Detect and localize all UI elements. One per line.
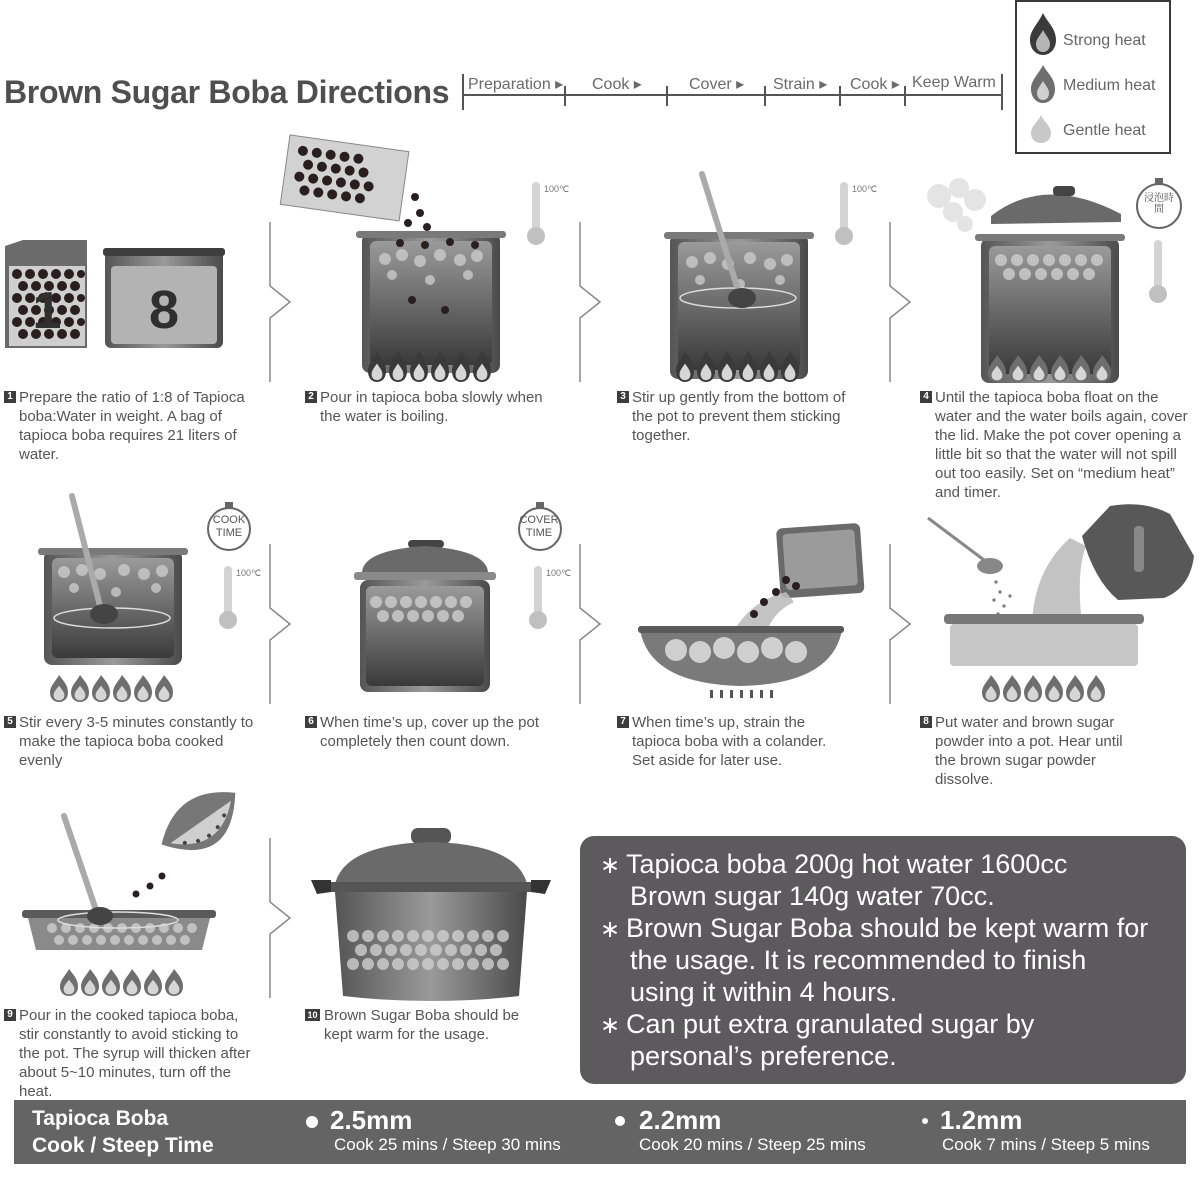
medium-heat-flames [988, 354, 1118, 384]
timeline-tick [839, 86, 841, 106]
bullet-dot-icon [922, 1118, 928, 1124]
legend-label-strong: Strong heat [1063, 32, 1146, 49]
strong-flame-icon [431, 351, 449, 382]
timeline-stage-keep-warm: Keep Warm [912, 74, 996, 91]
step-separator [888, 222, 916, 382]
step-separator [268, 544, 296, 704]
note-line: personal’s preference. [630, 1041, 897, 1071]
boba-size-item [615, 1106, 866, 1156]
medium-heat-flames [60, 968, 190, 998]
timeline-stage-strain: Strain ▸ [773, 76, 828, 93]
brown-sugar-syrup-illustration [926, 496, 1198, 672]
thermometer-label: 100℃ [544, 184, 570, 194]
steep-timer-label: 浸泡時間 [1144, 193, 1174, 215]
step-number: 7 [617, 716, 629, 728]
boba-size-item [922, 1106, 1150, 1156]
boba-cook-steep-time: Cook 20 mins / Steep 25 mins [639, 1135, 866, 1154]
step-1 [4, 388, 254, 464]
note-line: Can put extra granulated sugar by [626, 1009, 1035, 1039]
strong-flame-icon [410, 351, 428, 382]
cook-steep-label [32, 1105, 214, 1159]
step-separator [268, 222, 296, 382]
medium-flame-icon [1045, 675, 1063, 702]
bullet-dot-icon [615, 1116, 625, 1126]
step-separator [888, 544, 916, 704]
step-3 [617, 388, 857, 445]
notes-panel [580, 836, 1186, 1084]
note-line: using it within 4 hours. [630, 977, 898, 1007]
strong-flame-icon [368, 351, 386, 382]
boba-size-item [306, 1106, 561, 1156]
boba-cook-steep-time: Cook 7 mins / Steep 5 mins [942, 1135, 1150, 1154]
cook-timer-label: COOK TIME [212, 514, 246, 539]
step-description: Stir up gently from the bottom of the pot to prevent them sticking together. [632, 389, 846, 444]
thermometer-label: 100℃ [852, 184, 878, 194]
step-number: 5 [4, 716, 16, 728]
timeline-stage-cook: Cook ▸ [592, 76, 642, 93]
ratio-right-number: 8 [148, 280, 180, 340]
legend-label-gentle: Gentle heat [1063, 122, 1146, 139]
medium-heat-flames [982, 674, 1112, 704]
cover-timer-label: COVER TIME [519, 514, 559, 539]
step-description: Stir every 3-5 minutes constantly to make the tapioca boba cooked evenly [19, 714, 254, 769]
medium-flame-icon [1066, 675, 1084, 702]
medium-flame-icon [144, 969, 162, 996]
step-description: Brown Sugar Boba should be kept warm for the usage. [324, 1007, 520, 1043]
bullet-dot-icon [306, 1116, 318, 1128]
medium-flame-icon [1009, 355, 1027, 382]
medium-flame-icon [92, 675, 110, 702]
medium-flame-icon [71, 675, 89, 702]
timeline-tick [462, 74, 464, 110]
step-description: Until the tapioca boba float on the water and the water boils again, cover the lid. Make the pot cover opening a little bit so that the water will not spill out too easily. Set on “medium heat” and timer. [935, 389, 1188, 501]
thermometer-icon [1148, 238, 1172, 304]
note-line: Brown Sugar Boba should be kept warm for [626, 913, 1149, 943]
step-5 [4, 713, 259, 770]
step-description: Prepare the ratio of 1:8 of Tapioca boba:Water in weight. A bag of tapioca boba requires 21 liters of water. [19, 389, 245, 463]
step-9 [4, 1006, 259, 1101]
step-number: 8 [920, 716, 932, 728]
step-description: Pour in tapioca boba slowly when the water is boiling. [320, 389, 543, 425]
strong-flame-icon [1029, 12, 1057, 56]
asterisk-icon: ∗ [600, 852, 621, 879]
step-separator [268, 838, 296, 998]
timeline-tick [764, 86, 766, 106]
medium-flame-icon [134, 675, 152, 702]
timeline-axis [462, 94, 1002, 96]
boba-size: 2.2mm [639, 1105, 722, 1135]
boba-size: 2.5mm [330, 1105, 413, 1135]
medium-flame-icon [81, 969, 99, 996]
strong-flame-icon [760, 351, 778, 382]
cook-steep-time-bar [14, 1100, 1186, 1164]
timeline-tick [564, 86, 566, 106]
note-line: Tapioca boba 200g hot water 1600cc [626, 849, 1068, 879]
step-4 [920, 388, 1190, 502]
strong-heat-flames [368, 350, 498, 384]
page-title: Brown Sugar Boba Directions [4, 74, 450, 110]
mix-boba-syrup-illustration [22, 786, 254, 956]
step-separator [578, 544, 606, 704]
strong-flame-icon [697, 351, 715, 382]
timeline-stage-preparation: Preparation ▸ [468, 76, 564, 93]
medium-flame-icon [988, 355, 1006, 382]
pour-boba-illustration [280, 135, 555, 385]
asterisk-icon: ∗ [600, 916, 621, 943]
step-description: Pour in the cooked tapioca boba, stir constantly to avoid sticking to the pot. The syrup will thicken after about 5~10 minutes, turn off the heat. [19, 1007, 251, 1100]
step-number: 1 [4, 391, 16, 403]
medium-flame-icon [1003, 675, 1021, 702]
note-item [600, 1008, 1170, 1072]
gentle-flame-icon [1029, 114, 1053, 144]
step-number: 6 [305, 716, 317, 728]
strong-flame-icon [718, 351, 736, 382]
stir-every-minutes-illustration [34, 494, 189, 669]
boba-cook-steep-time: Cook 25 mins / Steep 30 mins [334, 1135, 561, 1154]
ratio-illustration [3, 240, 228, 352]
step-description: When time’s up, strain the tapioca boba with a colander. Set aside for later use. [632, 714, 827, 769]
medium-flame-icon [1024, 675, 1042, 702]
strong-flame-icon [676, 351, 694, 382]
asterisk-icon: ∗ [600, 1012, 621, 1039]
note-item [600, 912, 1170, 1008]
step-number: 10 [305, 1009, 320, 1021]
timeline-tick [904, 86, 906, 106]
note-item [600, 848, 1170, 912]
medium-flame-icon [113, 675, 131, 702]
covered-pot-illustration [350, 540, 500, 695]
timeline-tick [1001, 74, 1003, 110]
step-number: 4 [920, 391, 932, 403]
step-separator [578, 222, 606, 382]
step-number: 3 [617, 391, 629, 403]
strong-flame-icon [781, 351, 799, 382]
strain-colander-illustration [636, 522, 866, 707]
medium-flame-icon [155, 675, 173, 702]
medium-flame-icon [1030, 355, 1048, 382]
heat-legend [1015, 0, 1171, 154]
ratio-left-number: 1 [32, 282, 62, 340]
cook-steep-label-line: Cook / Steep Time [32, 1134, 214, 1157]
thermometer-label: 100℃ [546, 568, 572, 578]
timeline-tick [666, 86, 668, 106]
timeline-stage-cook-syrup: Cook ▸ [850, 76, 900, 93]
rice-cooker-illustration [305, 828, 550, 1004]
strong-flame-icon [389, 351, 407, 382]
step-2 [305, 388, 565, 426]
medium-heat-flames [50, 674, 180, 704]
medium-flame-icon [102, 969, 120, 996]
step-number: 9 [4, 1009, 16, 1021]
medium-flame-icon [1087, 675, 1105, 702]
strong-heat-flames [676, 350, 806, 384]
medium-flame-icon [1051, 355, 1069, 382]
medium-flame-icon [1029, 64, 1057, 104]
strong-flame-icon [473, 351, 491, 382]
medium-flame-icon [123, 969, 141, 996]
medium-flame-icon [60, 969, 78, 996]
step-7 [617, 713, 852, 770]
step-10 [305, 1006, 545, 1044]
strong-flame-icon [739, 351, 757, 382]
medium-flame-icon [1072, 355, 1090, 382]
boba-size: 1.2mm [940, 1105, 1023, 1135]
medium-flame-icon [982, 675, 1000, 702]
legend-label-medium: Medium heat [1063, 77, 1156, 94]
step-description: When time’s up, cover up the pot completely then count down. [320, 714, 540, 750]
strong-flame-icon [452, 351, 470, 382]
step-description: Put water and brown sugar powder into a pot. Hear until the brown sugar powder dissolve. [935, 714, 1123, 788]
note-line: Brown sugar 140g water 70cc. [630, 881, 995, 911]
medium-flame-icon [165, 969, 183, 996]
step-number: 2 [305, 391, 317, 403]
medium-flame-icon [50, 675, 68, 702]
medium-flame-icon [1093, 355, 1111, 382]
cook-steep-label-line: Tapioca Boba [32, 1107, 169, 1130]
note-line: the usage. It is recommended to finish [630, 945, 1087, 975]
thermometer-label: 100℃ [236, 568, 262, 578]
step-8 [920, 713, 1145, 789]
timeline-stage-cover: Cover ▸ [689, 76, 745, 93]
step-6 [305, 713, 540, 751]
